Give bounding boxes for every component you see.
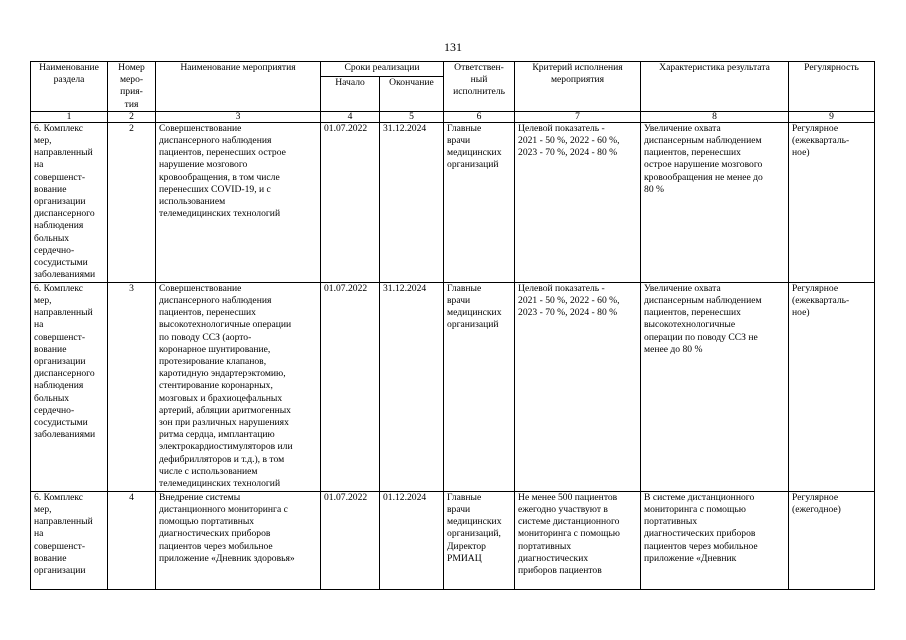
column-number: 3 [156, 111, 321, 122]
cell-start: 01.07.2022 [321, 491, 380, 589]
table-row [31, 491, 875, 589]
header-start: Начало [321, 77, 380, 112]
cell-section: 6. Комплекс мер, направленный на совершенст- вование организации диспансерного наблюдения больных сердечно- сосудистыми заболеваниями [31, 122, 108, 282]
cell-activity: Совершенствование диспансерного наблюдения пациентов, перенесших высокотехнологичные операции по поводу ССЗ (аорто- коронарное шунтирование, протезирование клапанов, каротидную эндартерэктомию, стентирование коронарных, мозговых и брахиоцефальных артерий, абляции аритмогенных зон при различных нарушениях ритма сердца, имплантацию электрокардиостимуляторов или дефибрилляторов и т.д.), в том числе с использованием телемедицинских технологий [156, 282, 321, 491]
cell-start: 01.07.2022 [321, 122, 380, 282]
column-number: 6 [444, 111, 515, 122]
cell-activity: Совершенствование диспансерного наблюдения пациентов, перенесших острое нарушение мозгового кровообращения, в том числе перенесших COVID-19, и с использованием телемедицинских технологий [156, 122, 321, 282]
cell-regularity: Регулярное (ежекварталь- ное) [789, 122, 875, 282]
header-result: Характеристика результата [641, 62, 789, 112]
column-number: 9 [789, 111, 875, 122]
cell-criterion: Целевой показатель - 2021 - 50 %, 2022 - 60 %, 2023 - 70 %, 2024 - 80 % [515, 282, 641, 491]
cell-number: 2 [108, 122, 156, 282]
cell-number: 3 [108, 282, 156, 491]
column-number: 4 [321, 111, 380, 122]
header-section: Наименование раздела [31, 62, 108, 112]
header-activity: Наименование мероприятия [156, 62, 321, 112]
cell-result: В системе дистанционного мониторинга с помощью портативных диагностических приборов пациентов через мобильное приложение «Дневник [641, 491, 789, 589]
cell-result: Увеличение охвата диспансерным наблюдением пациентов, перенесших высокотехнологичные операции по поводу ССЗ не менее до 80 % [641, 282, 789, 491]
cell-result: Увеличение охвата диспансерным наблюдением пациентов, перенесших острое нарушение мозгового кровообращения не менее до 80 % [641, 122, 789, 282]
cell-end: 01.12.2024 [380, 491, 444, 589]
activities-table [30, 61, 875, 590]
column-number: 5 [380, 111, 444, 122]
cell-responsible: Главные врачи медицинских организаций, Директор РМИАЦ [444, 491, 515, 589]
column-number: 8 [641, 111, 789, 122]
header-regularity: Регулярность [789, 62, 875, 112]
column-number: 7 [515, 111, 641, 122]
column-number: 2 [108, 111, 156, 122]
cell-criterion: Не менее 500 пациентов ежегодно участвуют в системе дистанционного мониторинга с помощью портативных диагностических приборов пациентов [515, 491, 641, 589]
column-numbers-row [31, 111, 875, 122]
table-row [31, 282, 875, 491]
header-number: Номер меро- прия- тия [108, 62, 156, 112]
cell-activity: Внедрение системы дистанционного мониторинга с помощью портативных диагностических приборов пациентов через мобильное приложение «Дневник здоровья» [156, 491, 321, 589]
cell-end: 31.12.2024 [380, 122, 444, 282]
header-end: Окончание [380, 77, 444, 112]
header-responsible: Ответствен- ный исполнитель [444, 62, 515, 112]
cell-criterion: Целевой показатель - 2021 - 50 %, 2022 - 60 %, 2023 - 70 %, 2024 - 80 % [515, 122, 641, 282]
cell-responsible: Главные врачи медицинских организаций [444, 122, 515, 282]
cell-end: 31.12.2024 [380, 282, 444, 491]
header-row-1 [31, 62, 875, 77]
cell-regularity: Регулярное (ежекварталь- ное) [789, 282, 875, 491]
header-deadlines: Сроки реализации [321, 62, 444, 77]
table-row [31, 122, 875, 282]
cell-number: 4 [108, 491, 156, 589]
cell-responsible: Главные врачи медицинских организаций [444, 282, 515, 491]
cell-regularity: Регулярное (ежегодное) [789, 491, 875, 589]
cell-start: 01.07.2022 [321, 282, 380, 491]
header-criterion: Критерий исполнения мероприятия [515, 62, 641, 112]
cell-section: 6. Комплекс мер, направленный на совершенст- вование организации [31, 491, 108, 589]
page-number: 131 [444, 40, 462, 54]
column-number: 1 [31, 111, 108, 122]
cell-section: 6. Комплекс мер, направленный на совершенст- вование организации диспансерного наблюдения больных сердечно- сосудистыми заболеваниями [31, 282, 108, 491]
